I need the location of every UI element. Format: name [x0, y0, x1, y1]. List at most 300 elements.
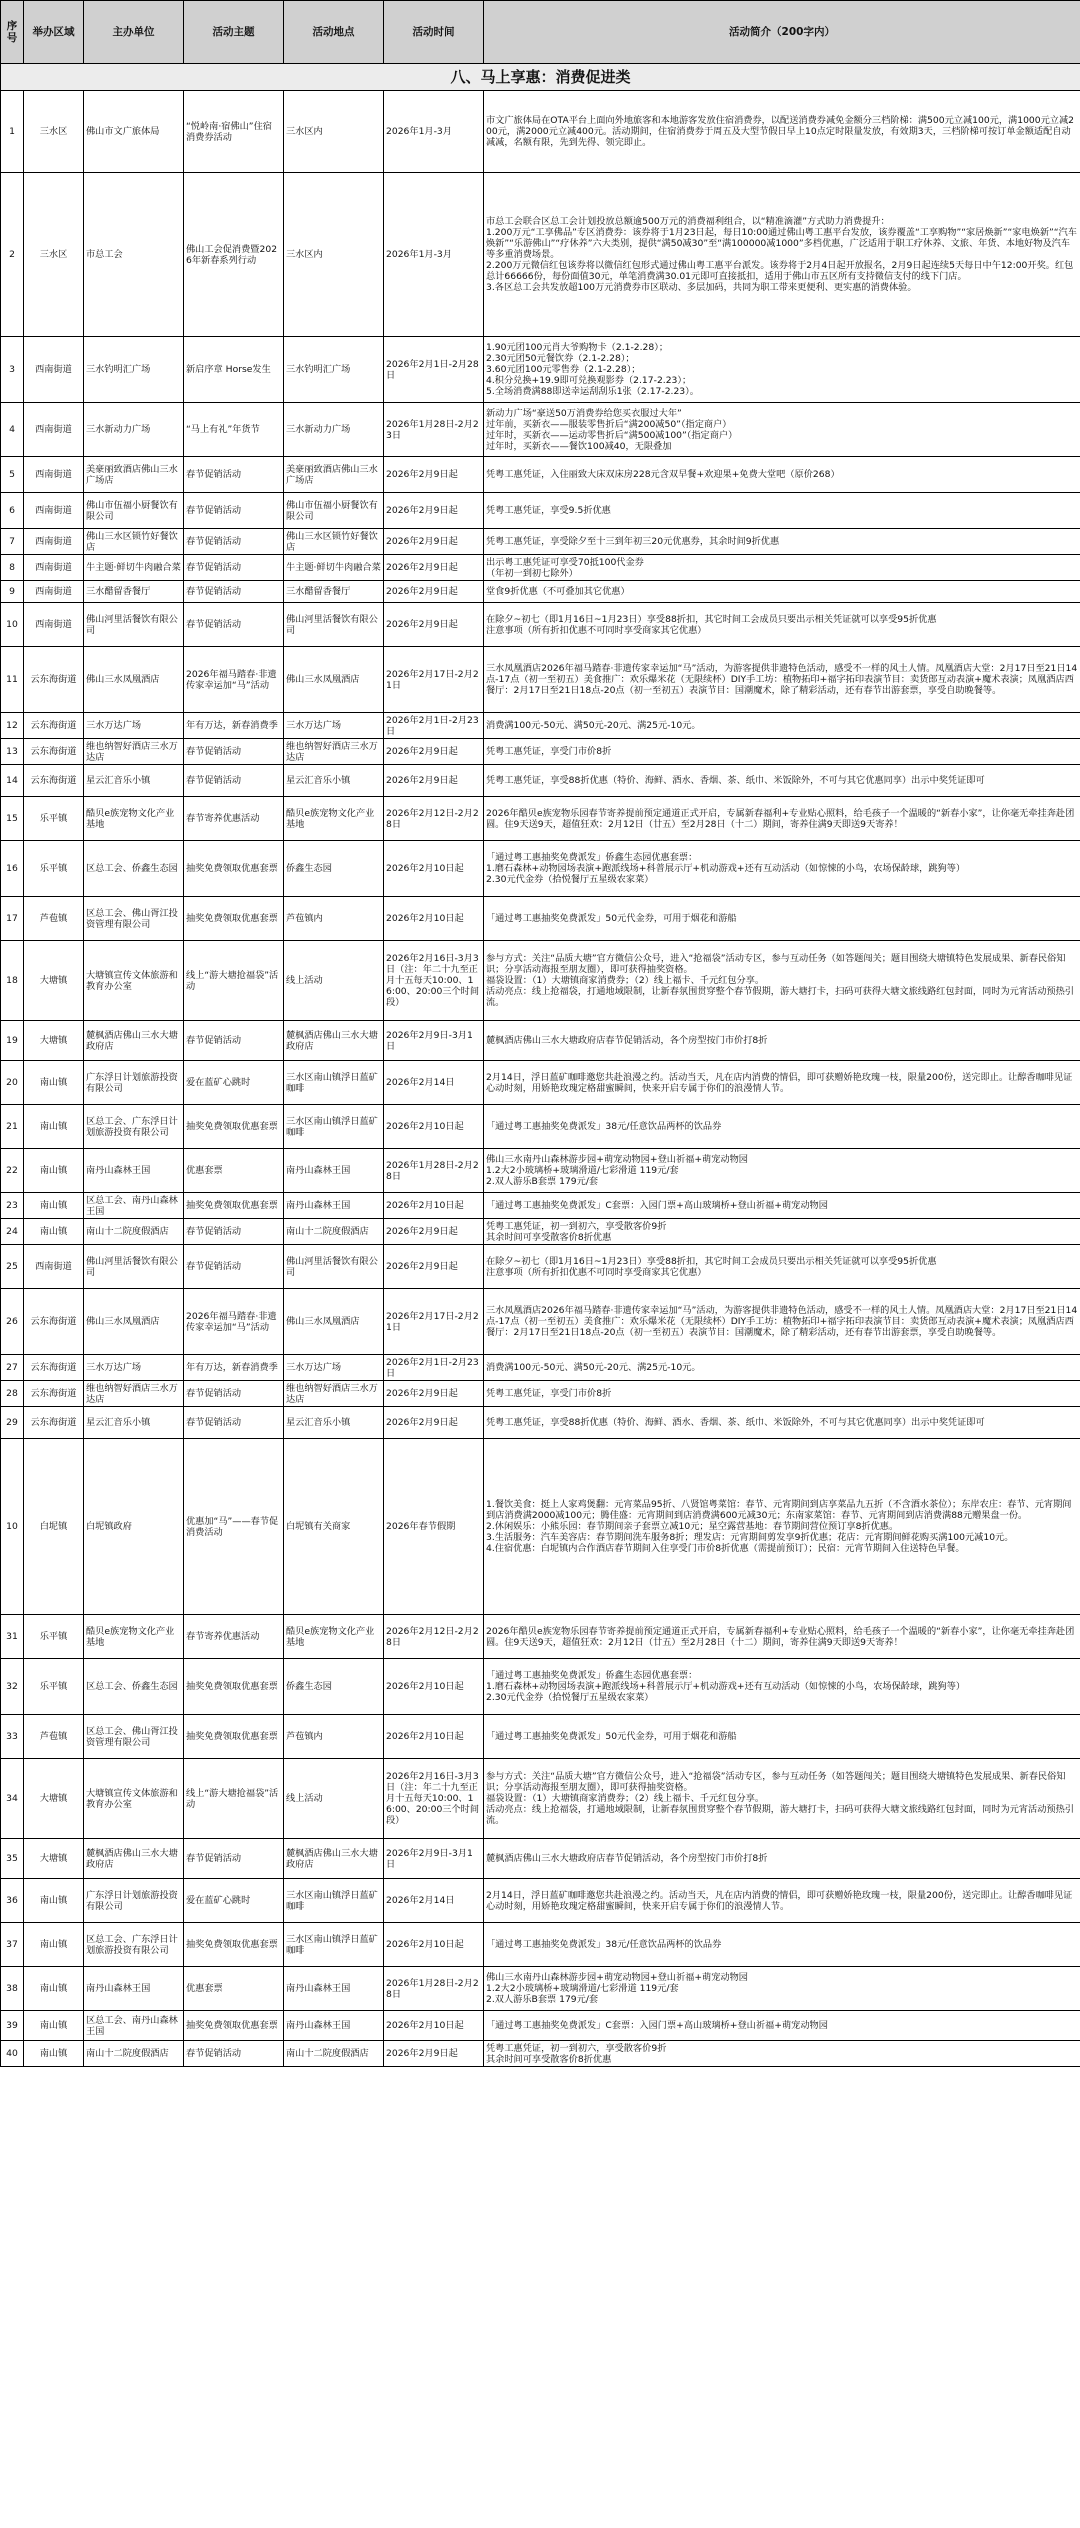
time-cell[interactable]: 2026年2月10日起	[384, 1715, 484, 1759]
place-cell[interactable]: 麓枫酒店佛山三水大塘政府店	[284, 1839, 384, 1879]
seq-cell[interactable]: 2	[1, 173, 24, 337]
host-cell[interactable]: 麓枫酒店佛山三水大塘政府店	[84, 1021, 184, 1061]
seq-cell[interactable]: 28	[1, 1381, 24, 1407]
desc-cell[interactable]: 凭粤工惠凭证，享受门市价8折	[484, 1381, 1080, 1407]
time-cell[interactable]: 2026年2月10日起	[384, 897, 484, 941]
place-cell[interactable]: 维也纳智好酒店三水万达店	[284, 739, 384, 765]
theme-cell[interactable]: 抽奖免费领取优惠套票	[184, 2011, 284, 2041]
place-cell[interactable]: 南丹山森林王国	[284, 1967, 384, 2011]
theme-cell[interactable]: 抽奖免费领取优惠套票	[184, 1923, 284, 1967]
time-cell[interactable]: 2026年2月10日起	[384, 1193, 484, 1219]
area-cell[interactable]: 芦苞镇	[24, 897, 84, 941]
time-cell[interactable]: 2026年2月9日起	[384, 1245, 484, 1289]
desc-cell[interactable]: 2026年酷贝e族宠物乐园春节寄养提前预定通道正式开启，专属新春福利+专业贴心照料，给毛孩子一个温暖的“新春小家”，让你毫无牵挂奔赴团圆。住9天送9天，超值狂欢：2月12日（廿五）至2月28日（十二）期间，寄养住满9天即送9天寄养！	[484, 1615, 1080, 1659]
theme-cell[interactable]: 春节促销活动	[184, 1219, 284, 1245]
host-cell[interactable]: 区总工会、侨鑫生态园	[84, 841, 184, 897]
theme-cell[interactable]: 春节促销活动	[184, 1021, 284, 1061]
time-cell[interactable]: 2026年2月16日-3月3日（注：年二十九至正月十五每天10:00、16:00、20:00三个时间段）	[384, 1759, 484, 1839]
header-cell[interactable]: 序号	[1, 1, 24, 64]
area-cell[interactable]: 西南街道	[24, 555, 84, 581]
area-cell[interactable]: 西南街道	[24, 457, 84, 493]
place-cell[interactable]: 佛山河里活餐饮有限公司	[284, 603, 384, 647]
area-cell[interactable]: 西南街道	[24, 493, 84, 529]
area-cell[interactable]: 大塘镇	[24, 1759, 84, 1839]
seq-cell[interactable]: 21	[1, 1105, 24, 1149]
theme-cell[interactable]: 春节寄养优惠活动	[184, 1615, 284, 1659]
host-cell[interactable]: 南山十二院度假酒店	[84, 1219, 184, 1245]
desc-cell[interactable]: 「通过粤工惠抽奖免费派发」侨鑫生态园优惠套票： 1.磨石森林+动物园场表演+跑派线场+科普展示厅+机动游戏+还有互动活动（如惊悚的小鸟，农场保龄球，跳狗等） 2.30元代金券（拾悦餐厅五星级农家菜）	[484, 1659, 1080, 1715]
theme-cell[interactable]: 线上“游大塘抢福袋”活动	[184, 1759, 284, 1839]
place-cell[interactable]: 芦苞镇内	[284, 1715, 384, 1759]
time-cell[interactable]: 2026年2月9日起	[384, 529, 484, 555]
seq-cell[interactable]: 8	[1, 555, 24, 581]
theme-cell[interactable]: 爱在蓝矿心跳时	[184, 1061, 284, 1105]
area-cell[interactable]: 云东海街道	[24, 713, 84, 739]
seq-cell[interactable]: 37	[1, 1923, 24, 1967]
host-cell[interactable]: 三水钓明汇广场	[84, 337, 184, 403]
time-cell[interactable]: 2026年2月9日起	[384, 2041, 484, 2067]
place-cell[interactable]: 佛山河里活餐饮有限公司	[284, 1245, 384, 1289]
time-cell[interactable]: 2026年2月9日起	[384, 603, 484, 647]
area-cell[interactable]: 云东海街道	[24, 1407, 84, 1439]
time-cell[interactable]: 2026年2月14日	[384, 1879, 484, 1923]
area-cell[interactable]: 南山镇	[24, 1193, 84, 1219]
theme-cell[interactable]: 新启序章 Horse发生	[184, 337, 284, 403]
place-cell[interactable]: 三水钓明汇广场	[284, 337, 384, 403]
table-row	[1, 1021, 1080, 1061]
host-cell[interactable]: 酷贝e族宠物文化产业基地	[84, 797, 184, 841]
desc-cell[interactable]: 佛山三水南丹山森林游步园+萌宠动物园+登山祈福+萌宠动物园 1.2大2小玻璃桥+玻璃滑道/七彩滑道 119元/套 2.双人游乐B套票 179元/套	[484, 1149, 1080, 1193]
area-cell[interactable]: 乐平镇	[24, 841, 84, 897]
host-cell[interactable]: 三水醋留香餐厅	[84, 581, 184, 603]
seq-cell[interactable]: 13	[1, 739, 24, 765]
seq-cell[interactable]: 5	[1, 457, 24, 493]
theme-cell[interactable]: “马上有礼”年货节	[184, 403, 284, 457]
host-cell[interactable]: 区总工会、侨鑫生态园	[84, 1659, 184, 1715]
place-cell[interactable]: 佛山市伍福小厨餐饮有限公司	[284, 493, 384, 529]
host-cell[interactable]: 大塘镇宣传文体旅游和教育办公室	[84, 941, 184, 1021]
host-cell[interactable]: 区总工会、佛山胥江投资管理有限公司	[84, 1715, 184, 1759]
header-cell[interactable]: 举办区域	[24, 1, 84, 64]
theme-cell[interactable]: 2026年福马踏春·非遗传家幸运加“马”活动	[184, 1289, 284, 1355]
desc-cell[interactable]: 三水凤凰酒店2026年福马踏春·非遗传家幸运加“马”活动，为游客提供非遗特色活动，感受不一样的风土人情。凤凰酒店大堂：2月17日至21日14点-17点（初一至初五）美食推广：欢乐爆米花（无限续杯）DIY手工坊：植物拓印+福字拓印表演节目：卖货郎互动表演+魔术表演；凤凰酒店西餐厅：2月17日至21日18点-20点（初一至初五）表演节目：国潮魔术，除了精彩活动，还有春节出游套票，享受自助晚餐等。	[484, 1289, 1080, 1355]
time-cell[interactable]: 2026年2月9日起	[384, 1381, 484, 1407]
host-cell[interactable]: 佛山河里活餐饮有限公司	[84, 1245, 184, 1289]
place-cell[interactable]: 佛山三水凤凰酒店	[284, 1289, 384, 1355]
host-cell[interactable]: 星云汇音乐小镇	[84, 1407, 184, 1439]
area-cell[interactable]: 云东海街道	[24, 647, 84, 713]
desc-cell[interactable]: 佛山三水南丹山森林游步园+萌宠动物园+登山祈福+萌宠动物园 1.2大2小玻璃桥+玻璃滑道/七彩滑道 119元/套 2.双人游乐B套票 179元/套	[484, 1967, 1080, 2011]
place-cell[interactable]: 三水醋留香餐厅	[284, 581, 384, 603]
theme-cell[interactable]: 春节促销活动	[184, 529, 284, 555]
theme-cell[interactable]: 抽奖免费领取优惠套票	[184, 1659, 284, 1715]
area-cell[interactable]: 乐平镇	[24, 1659, 84, 1715]
place-cell[interactable]: 星云汇音乐小镇	[284, 1407, 384, 1439]
area-cell[interactable]: 乐平镇	[24, 1615, 84, 1659]
place-cell[interactable]: 酷贝e族宠物文化产业基地	[284, 1615, 384, 1659]
seq-cell[interactable]: 38	[1, 1967, 24, 2011]
time-cell[interactable]: 2026年1月28日-2月23日	[384, 403, 484, 457]
area-cell[interactable]: 云东海街道	[24, 739, 84, 765]
table-row	[1, 941, 1080, 1021]
area-cell[interactable]: 西南街道	[24, 529, 84, 555]
desc-cell[interactable]: 凭粤工惠凭证，初一到初六，享受散客价9折 其余时间可享受散客价8折优惠	[484, 2041, 1080, 2067]
table-row	[1, 765, 1080, 797]
desc-cell[interactable]: 凭粤工惠凭证，入住丽致大床双床房228元含双早餐+欢迎果+免费大堂吧（原价268）	[484, 457, 1080, 493]
area-cell[interactable]: 云东海街道	[24, 1355, 84, 1381]
host-cell[interactable]: 麓枫酒店佛山三水大塘政府店	[84, 1839, 184, 1879]
time-cell[interactable]: 2026年2月10日起	[384, 1923, 484, 1967]
area-cell[interactable]: 西南街道	[24, 337, 84, 403]
place-cell[interactable]: 三水区内	[284, 91, 384, 173]
desc-cell[interactable]: 2月14日，浮日蓝矿咖啡邀您共赴浪漫之约。活动当天，凡在店内消费的情侣，即可获赠娇艳玫瑰一枝，限量200份，送完即止。让醇香咖啡见证心动时刻，用娇艳玫瑰定格甜蜜瞬间，快来开启专属于你们的浪漫情人节。	[484, 1879, 1080, 1923]
place-cell[interactable]: 三水新动力广场	[284, 403, 384, 457]
place-cell[interactable]: 麓枫酒店佛山三水大塘政府店	[284, 1021, 384, 1061]
table-row	[1, 581, 1080, 603]
desc-cell[interactable]: 凭粤工惠凭证，享受88折优惠（特价、海鲜、酒水、香烟、茶、纸巾、米饭除外，不可与其它优惠同享）出示中奖凭证即可	[484, 1407, 1080, 1439]
place-cell[interactable]: 三水区内	[284, 173, 384, 337]
time-cell[interactable]: 2026年1月-3月	[384, 91, 484, 173]
desc-cell[interactable]: 1.90元团100元肖大爷购物卡（2.1-2.28）； 2.30元团50元餐饮券（2.1-2.28）； 3.60元团100元零售券（2.1-2.28）； 4.积分兑换+19.9即可兑换观影券（2.17-2.23）； 5.全场消费满88即送幸运刮刮乐1张（2.17-2.23）。	[484, 337, 1080, 403]
area-cell[interactable]: 南山镇	[24, 1923, 84, 1967]
area-cell[interactable]: 三水区	[24, 173, 84, 337]
place-cell[interactable]: 三水万达广场	[284, 713, 384, 739]
seq-cell[interactable]: 40	[1, 2041, 24, 2067]
host-cell[interactable]: 佛山市伍福小厨餐饮有限公司	[84, 493, 184, 529]
area-cell[interactable]: 云东海街道	[24, 1289, 84, 1355]
time-cell[interactable]: 2026年2月10日起	[384, 1659, 484, 1715]
host-cell[interactable]: 区总工会、广东浮日计划旅游投资有限公司	[84, 1105, 184, 1149]
time-cell[interactable]: 2026年1月28日-2月28日	[384, 1149, 484, 1193]
seq-cell[interactable]: 9	[1, 581, 24, 603]
theme-cell[interactable]: 春节促销活动	[184, 581, 284, 603]
desc-cell[interactable]: 市总工会联合区总工会计划投放总额逾500万元的消费福利组合，以“精准滴灌”方式助力消费提升： 1.200万元“工享佛品”专区消费券：该券将于1月23日起，每日10:00通过佛山粤工惠平台发放，该券覆盖“工享购物”“家居焕新”“家电焕新”“汽车焕新”“乐游佛山”“疗休养”六大类别，提供“满50减30”至“满100000减1000”多档优惠，广泛适用于职工疗休养、文旅、年货、本地好物及汽车等多重消费场景。 2.200万元微信红包该券将以微信红包形式通过佛山粤工惠平台派发。该券将于2月4日起开放报名，2月9日起连续5天每日中午12:00开奖。红包总计66666份，每份面值30元，单笔消费满30.01元即可直接抵扣，适用于佛山市五区所有支持微信支付的线下门店。 3.各区总工会共发放超100万元消费券市区联动、多层加码，共同为职工带来更便利、更实惠的消费体验。	[484, 173, 1080, 337]
seq-cell[interactable]: 31	[1, 1615, 24, 1659]
place-cell[interactable]: 南丹山森林王国	[284, 1193, 384, 1219]
seq-cell[interactable]: 27	[1, 1355, 24, 1381]
host-cell[interactable]: 佛山河里活餐饮有限公司	[84, 603, 184, 647]
desc-cell[interactable]: 消费满100元-50元、满50元-20元、满25元-10元。	[484, 1355, 1080, 1381]
theme-cell[interactable]: 抽奖免费领取优惠套票	[184, 1715, 284, 1759]
seq-cell[interactable]: 10	[1, 603, 24, 647]
desc-cell[interactable]: 1.餐饮美食：挺上人家鸡煲翻：元宵菜品95折、八贤馆粤菜馆：春节、元宵期间到店享菜品九五折（不含酒水茶位）；东岸农庄：春节、元宵期间到店消费满2000减100元；腾佳盛：元宵期间到店消费满600元减30元；东南家菜馆：春节、元宵期间到店消费满88元赠果盘一份。 2.休闲娱乐：小熊乐园：春节期间亲子套票立减10元；星空露营基地：春节期间营位预订享8折优惠。 3.生活服务：汽车美容店：春节期间洗车服务8折；理发店：元宵期间剪发享9折优惠；花店：元宵期间鲜花购买满100元减10元。 4.住宿优惠：白坭镇内合作酒店春节期间入住享受门市价8折优惠（需提前预订）；民宿：元宵节期间入住送特色早餐。	[484, 1439, 1080, 1615]
desc-cell[interactable]: 出示粤工惠凭证可享受70抵100代金券 （年初一到初七除外）	[484, 555, 1080, 581]
place-cell[interactable]: 美豪丽致酒店佛山三水广场店	[284, 457, 384, 493]
area-cell[interactable]: 云东海街道	[24, 1381, 84, 1407]
host-cell[interactable]: 白坭镇政府	[84, 1439, 184, 1615]
theme-cell[interactable]: 春节促销活动	[184, 1407, 284, 1439]
desc-cell[interactable]: 凭粤工惠凭证，享受88折优惠（特价、海鲜、酒水、香烟、茶、纸巾、米饭除外，不可与其它优惠同享）出示中奖凭证即可	[484, 765, 1080, 797]
desc-cell[interactable]: 在除夕~初七（即1月16日~1月23日）享受88折扣，其它时间工会成员只要出示相关凭证就可以享受95折优惠 注意事项（所有折扣优惠不可同时享受商家其它优惠）	[484, 1245, 1080, 1289]
seq-cell[interactable]: 35	[1, 1839, 24, 1879]
time-cell[interactable]: 2026年2月9日-3月1日	[384, 1021, 484, 1061]
theme-cell[interactable]: 春节促销活动	[184, 2041, 284, 2067]
seq-cell[interactable]: 7	[1, 529, 24, 555]
section-title[interactable]: 八、马上享惠：消费促进类	[1, 64, 1080, 91]
area-cell[interactable]: 南山镇	[24, 1149, 84, 1193]
seq-cell[interactable]: 12	[1, 713, 24, 739]
place-cell[interactable]: 三水区南山镇浮日蓝矿咖啡	[284, 1879, 384, 1923]
time-cell[interactable]: 2026年2月1日-2月23日	[384, 713, 484, 739]
seq-cell[interactable]: 39	[1, 2011, 24, 2041]
time-cell[interactable]: 2026年2月17日-2月21日	[384, 1289, 484, 1355]
desc-cell[interactable]: 凭粤工惠凭证，享受除夕至十三到年初三20元优惠券，其余时间9折优惠	[484, 529, 1080, 555]
time-cell[interactable]: 2026年2月12日-2月28日	[384, 797, 484, 841]
area-cell[interactable]: 白坭镇	[24, 1439, 84, 1615]
area-cell[interactable]: 西南街道	[24, 403, 84, 457]
table-row	[1, 603, 1080, 647]
theme-cell[interactable]: 春节促销活动	[184, 1245, 284, 1289]
host-cell[interactable]: 区总工会、南丹山森林王国	[84, 1193, 184, 1219]
desc-cell[interactable]: 堂食9折优惠（不可叠加其它优惠）	[484, 581, 1080, 603]
time-cell[interactable]: 2026年2月10日起	[384, 841, 484, 897]
host-cell[interactable]: 酷贝e族宠物文化产业基地	[84, 1615, 184, 1659]
header-cell[interactable]: 活动地点	[284, 1, 384, 64]
desc-cell[interactable]: 三水凤凰酒店2026年福马踏春·非遗传家幸运加“马”活动，为游客提供非遗特色活动，感受不一样的风土人情。凤凰酒店大堂：2月17日至21日14点-17点（初一至初五）美食推广：欢乐爆米花（无限续杯）DIY手工坊：植物拓印+福字拓印表演节目：卖货郎互动表演+魔术表演；凤凰酒店西餐厅：2月17日至21日18点-20点（初一至初五）表演节目：国潮魔术，除了精彩活动，还有春节出游套票，享受自助晚餐等。	[484, 647, 1080, 713]
place-cell[interactable]: 三水万达广场	[284, 1355, 384, 1381]
host-cell[interactable]: 维也纳智好酒店三水万达店	[84, 739, 184, 765]
seq-cell[interactable]: 34	[1, 1759, 24, 1839]
desc-cell[interactable]: 市文广旅体局在OTA平台上面向外地旅客和本地游客发放住宿消费券，以配送消费券减免金额分三档阶梯：满500元立减100元，满1000元立减200元，满2000元立减400元。活动期间，住宿消费券于周五及大型节假日早上10点定时限量发放，有效期3天，三档阶梯可按订单金额适配自动减减，名额有限，先到先得、领完即止。	[484, 91, 1080, 173]
host-cell[interactable]: 南丹山森林王国	[84, 1967, 184, 2011]
desc-cell[interactable]: 「通过粤工惠抽奖免费派发」38元/任意饮品两杯的饮品券	[484, 1105, 1080, 1149]
desc-cell[interactable]: 「通过粤工惠抽奖免费派发」38元/任意饮品两杯的饮品券	[484, 1923, 1080, 1967]
desc-cell[interactable]: 「通过粤工惠抽奖免费派发」50元代金券，可用于烟花和游船	[484, 1715, 1080, 1759]
seq-cell[interactable]: 23	[1, 1193, 24, 1219]
host-cell[interactable]: 佛山三水区锁竹好餐饮店	[84, 529, 184, 555]
area-cell[interactable]: 三水区	[24, 91, 84, 173]
theme-cell[interactable]: 春节促销活动	[184, 493, 284, 529]
time-cell[interactable]: 2026年2月1日-2月28日	[384, 337, 484, 403]
desc-cell[interactable]: 在除夕~初七（即1月16日~1月23日）享受88折扣，其它时间工会成员只要出示相关凭证就可以享受95折优惠 注意事项（所有折扣优惠不可同时享受商家其它优惠）	[484, 603, 1080, 647]
table-row	[1, 1879, 1080, 1923]
area-cell[interactable]: 芦苞镇	[24, 1715, 84, 1759]
desc-cell[interactable]: 消费满100元-50元、满50元-20元、满25元-10元。	[484, 713, 1080, 739]
seq-cell[interactable]: 18	[1, 941, 24, 1021]
place-cell[interactable]: 线上活动	[284, 941, 384, 1021]
time-cell[interactable]: 2026年2月9日起	[384, 581, 484, 603]
area-cell[interactable]: 南山镇	[24, 1105, 84, 1149]
area-cell[interactable]: 西南街道	[24, 603, 84, 647]
theme-cell[interactable]: “悦岭南·宿佛山”住宿消费券活动	[184, 91, 284, 173]
host-cell[interactable]: 三水万达广场	[84, 1355, 184, 1381]
place-cell[interactable]: 酷贝e族宠物文化产业基地	[284, 797, 384, 841]
area-cell[interactable]: 南山镇	[24, 1879, 84, 1923]
desc-cell[interactable]: 麓枫酒店佛山三水大塘政府店春节促销活动，各个房型按门市价打8折	[484, 1839, 1080, 1879]
seq-cell[interactable]: 10	[1, 1439, 24, 1615]
host-cell[interactable]: 佛山三水凤凰酒店	[84, 647, 184, 713]
place-cell[interactable]: 星云汇音乐小镇	[284, 765, 384, 797]
time-cell[interactable]: 2026年2月9日起	[384, 1219, 484, 1245]
theme-cell[interactable]: 爱在蓝矿心跳时	[184, 1879, 284, 1923]
seq-cell[interactable]: 25	[1, 1245, 24, 1289]
time-cell[interactable]: 2026年2月16日-3月3日（注：年二十九至正月十五每天10:00、16:00、20:00三个时间段）	[384, 941, 484, 1021]
area-cell[interactable]: 大塘镇	[24, 941, 84, 1021]
theme-cell[interactable]: 优惠加“马”——春节促消费活动	[184, 1439, 284, 1615]
theme-cell[interactable]: 抽奖免费领取优惠套票	[184, 841, 284, 897]
desc-cell[interactable]: 凭粤工惠凭证，享受门市价8折	[484, 739, 1080, 765]
theme-cell[interactable]: 抽奖免费领取优惠套票	[184, 1193, 284, 1219]
time-cell[interactable]: 2026年2月14日	[384, 1061, 484, 1105]
seq-cell[interactable]: 20	[1, 1061, 24, 1105]
table-row	[1, 841, 1080, 897]
seq-cell[interactable]: 17	[1, 897, 24, 941]
area-cell[interactable]: 大塘镇	[24, 1839, 84, 1879]
host-cell[interactable]: 市总工会	[84, 173, 184, 337]
place-cell[interactable]: 三水区南山镇浮日蓝矿咖啡	[284, 1061, 384, 1105]
theme-cell[interactable]: 抽奖免费领取优惠套票	[184, 897, 284, 941]
seq-cell[interactable]: 14	[1, 765, 24, 797]
time-cell[interactable]: 2026年2月12日-2月28日	[384, 1615, 484, 1659]
header-cell[interactable]: 活动主题	[184, 1, 284, 64]
time-cell[interactable]: 2026年2月17日-2月21日	[384, 647, 484, 713]
theme-cell[interactable]: 春节促销活动	[184, 1381, 284, 1407]
area-cell[interactable]: 南山镇	[24, 1219, 84, 1245]
time-cell[interactable]: 2026年2月9日起	[384, 739, 484, 765]
place-cell[interactable]: 维也纳智好酒店三水万达店	[284, 1381, 384, 1407]
time-cell[interactable]: 2026年2月9日起	[384, 555, 484, 581]
host-cell[interactable]: 南丹山森林王国	[84, 1149, 184, 1193]
place-cell[interactable]: 三水区南山镇浮日蓝矿咖啡	[284, 1923, 384, 1967]
header-cell[interactable]: 活动简介（200字内）	[484, 1, 1080, 64]
seq-cell[interactable]: 29	[1, 1407, 24, 1439]
desc-cell[interactable]: 「通过粤工惠抽奖免费派发」侨鑫生态园优惠套票： 1.磨石森林+动物园场表演+跑派线场+科普展示厅+机动游戏+还有互动活动（如惊悚的小鸟，农场保龄球，跳狗等） 2.30元代金券（拾悦餐厅五星级农家菜）	[484, 841, 1080, 897]
desc-cell[interactable]: 参与方式：关注“品质大塘”官方微信公众号，进入“抢福袋”活动专区，参与互动任务（如答题闯关；题目围绕大塘镇特色发展成果、新春民俗知识；分享活动海报至朋友圈），即可获得抽奖资格。 福袋设置：（1）大塘镇商家消费券；（2）线上福卡、千元红包分享。 活动亮点：线上抢福袋，打通地域限制，让新春氛围贯穿整个春节假期，游大塘打卡，扫码可获得大塘文旅线路红包封面，同时为元宵活动预热引流。	[484, 1759, 1080, 1839]
area-cell[interactable]: 南山镇	[24, 2011, 84, 2041]
desc-cell[interactable]: 凭粤工惠凭证，享受9.5折优惠	[484, 493, 1080, 529]
time-cell[interactable]: 2026年春节假期	[384, 1439, 484, 1615]
header-cell[interactable]: 活动时间	[384, 1, 484, 64]
place-cell[interactable]: 南丹山森林王国	[284, 2011, 384, 2041]
theme-cell[interactable]: 春节促销活动	[184, 603, 284, 647]
host-cell[interactable]: 三水万达广场	[84, 713, 184, 739]
area-cell[interactable]: 南山镇	[24, 1967, 84, 2011]
seq-cell[interactable]: 33	[1, 1715, 24, 1759]
host-cell[interactable]: 区总工会、佛山胥江投资管理有限公司	[84, 897, 184, 941]
host-cell[interactable]: 区总工会、广东浮日计划旅游投资有限公司	[84, 1923, 184, 1967]
theme-cell[interactable]: 春节促销活动	[184, 1839, 284, 1879]
desc-cell[interactable]: 新动力广场“豪送50万消费券给您买衣服过大年” 过年前，买新衣——服装零售折后“满200减50”（指定商户） 过年时，买新衣——运动零售折后“满500减100”（指定商户） 过年时，买新衣——餐饮100减40，无限叠加	[484, 403, 1080, 457]
header-cell[interactable]: 主办单位	[84, 1, 184, 64]
seq-cell[interactable]: 6	[1, 493, 24, 529]
theme-cell[interactable]: 年有万达，新春消费季	[184, 1355, 284, 1381]
area-cell[interactable]: 乐平镇	[24, 797, 84, 841]
place-cell[interactable]: 佛山三水凤凰酒店	[284, 647, 384, 713]
time-cell[interactable]: 2026年2月1日-2月23日	[384, 1355, 484, 1381]
time-cell[interactable]: 2026年2月9日起	[384, 1407, 484, 1439]
area-cell[interactable]: 大塘镇	[24, 1021, 84, 1061]
host-cell[interactable]: 三水新动力广场	[84, 403, 184, 457]
seq-cell[interactable]: 22	[1, 1149, 24, 1193]
place-cell[interactable]: 侨鑫生态园	[284, 1659, 384, 1715]
desc-cell[interactable]: 「通过粤工惠抽奖免费派发」50元代金券，可用于烟花和游船	[484, 897, 1080, 941]
place-cell[interactable]: 白坭镇有关商家	[284, 1439, 384, 1615]
host-cell[interactable]: 维也纳智好酒店三水万达店	[84, 1381, 184, 1407]
seq-cell[interactable]: 24	[1, 1219, 24, 1245]
time-cell[interactable]: 2026年2月9日起	[384, 493, 484, 529]
seq-cell[interactable]: 1	[1, 91, 24, 173]
desc-cell[interactable]: 麓枫酒店佛山三水大塘政府店春节促销活动，各个房型按门市价打8折	[484, 1021, 1080, 1061]
area-cell[interactable]: 西南街道	[24, 1245, 84, 1289]
area-cell[interactable]: 西南街道	[24, 581, 84, 603]
theme-cell[interactable]: 春节寄养优惠活动	[184, 797, 284, 841]
desc-cell[interactable]: 「通过粤工惠抽奖免费派发」C套票：入园门票+高山玻璃桥+登山祈福+萌宠动物园	[484, 1193, 1080, 1219]
seq-cell[interactable]: 15	[1, 797, 24, 841]
host-cell[interactable]: 广东浮日计划旅游投资有限公司	[84, 1879, 184, 1923]
theme-cell[interactable]: 年有万达，新春消费季	[184, 713, 284, 739]
seq-cell[interactable]: 16	[1, 841, 24, 897]
host-cell[interactable]: 牛主题·鲜切牛肉融合菜	[84, 555, 184, 581]
area-cell[interactable]: 云东海街道	[24, 765, 84, 797]
desc-cell[interactable]: 2026年酷贝e族宠物乐园春节寄养提前预定通道正式开启，专属新春福利+专业贴心照料，给毛孩子一个温暖的“新春小家”，让你毫无牵挂奔赴团圆。住9天送9天，超值狂欢：2月12日（廿五）至2月28日（十二）期间，寄养住满9天即送9天寄养！	[484, 797, 1080, 841]
seq-cell[interactable]: 26	[1, 1289, 24, 1355]
place-cell[interactable]: 牛主题·鲜切牛肉融合菜	[284, 555, 384, 581]
time-cell[interactable]: 2026年2月10日起	[384, 1105, 484, 1149]
place-cell[interactable]: 侨鑫生态园	[284, 841, 384, 897]
place-cell[interactable]: 南山十二院度假酒店	[284, 2041, 384, 2067]
time-cell[interactable]: 2026年2月9日-3月1日	[384, 1839, 484, 1879]
seq-cell[interactable]: 19	[1, 1021, 24, 1061]
table-row	[1, 1289, 1080, 1355]
place-cell[interactable]: 三水区南山镇浮日蓝矿咖啡	[284, 1105, 384, 1149]
host-cell[interactable]: 南山十二院度假酒店	[84, 2041, 184, 2067]
desc-cell[interactable]: 参与方式：关注“品质大塘”官方微信公众号，进入“抢福袋”活动专区，参与互动任务（如答题闯关；题目围绕大塘镇特色发展成果、新春民俗知识；分享活动海报至朋友圈），即可获得抽奖资格。 福袋设置：（1）大塘镇商家消费券；（2）线上福卡、千元红包分享。 活动亮点：线上抢福袋，打通地域限制，让新春氛围贯穿整个春节假期，游大塘打卡，扫码可获得大塘文旅线路红包封面，同时为元宵活动预热引流。	[484, 941, 1080, 1021]
theme-cell[interactable]: 优惠套票	[184, 1149, 284, 1193]
theme-cell[interactable]: 春节促销活动	[184, 765, 284, 797]
host-cell[interactable]: 佛山市文广旅体局	[84, 91, 184, 173]
area-cell[interactable]: 南山镇	[24, 2041, 84, 2067]
place-cell[interactable]: 南山十二院度假酒店	[284, 1219, 384, 1245]
place-cell[interactable]: 佛山三水区锁竹好餐饮店	[284, 529, 384, 555]
host-cell[interactable]: 广东浮日计划旅游投资有限公司	[84, 1061, 184, 1105]
theme-cell[interactable]: 春节促销活动	[184, 555, 284, 581]
place-cell[interactable]: 芦苞镇内	[284, 897, 384, 941]
seq-cell[interactable]: 32	[1, 1659, 24, 1715]
time-cell[interactable]: 2026年2月10日起	[384, 2011, 484, 2041]
time-cell[interactable]: 2026年2月9日起	[384, 457, 484, 493]
table-row	[1, 713, 1080, 739]
place-cell[interactable]: 南丹山森林王国	[284, 1149, 384, 1193]
desc-cell[interactable]: 凭粤工惠凭证，初一到初六，享受散客价9折 其余时间可享受散客价8折优惠	[484, 1219, 1080, 1245]
area-cell[interactable]: 南山镇	[24, 1061, 84, 1105]
table-row	[1, 1193, 1080, 1219]
theme-cell[interactable]: 线上“游大塘抢福袋”活动	[184, 941, 284, 1021]
theme-cell[interactable]: 优惠套票	[184, 1967, 284, 2011]
seq-cell[interactable]: 11	[1, 647, 24, 713]
host-cell[interactable]: 佛山三水凤凰酒店	[84, 1289, 184, 1355]
seq-cell[interactable]: 4	[1, 403, 24, 457]
desc-cell[interactable]: 「通过粤工惠抽奖免费派发」C套票：入园门票+高山玻璃桥+登山祈福+萌宠动物园	[484, 2011, 1080, 2041]
theme-cell[interactable]: 佛山工会促消费暨2026年新春系列行动	[184, 173, 284, 337]
time-cell[interactable]: 2026年1月28日-2月28日	[384, 1967, 484, 2011]
desc-cell[interactable]: 2月14日，浮日蓝矿咖啡邀您共赴浪漫之约。活动当天，凡在店内消费的情侣，即可获赠娇艳玫瑰一枝，限量200份，送完即止。让醇香咖啡见证心动时刻，用娇艳玫瑰定格甜蜜瞬间，快来开启专属于你们的浪漫情人节。	[484, 1061, 1080, 1105]
time-cell[interactable]: 2026年1月-3月	[384, 173, 484, 337]
seq-cell[interactable]: 3	[1, 337, 24, 403]
table-row	[1, 529, 1080, 555]
table-row	[1, 897, 1080, 941]
host-cell[interactable]: 星云汇音乐小镇	[84, 765, 184, 797]
place-cell[interactable]: 线上活动	[284, 1759, 384, 1839]
theme-cell[interactable]: 抽奖免费领取优惠套票	[184, 1105, 284, 1149]
seq-cell[interactable]: 36	[1, 1879, 24, 1923]
host-cell[interactable]: 区总工会、南丹山森林王国	[84, 2011, 184, 2041]
time-cell[interactable]: 2026年2月9日起	[384, 765, 484, 797]
theme-cell[interactable]: 春节促销活动	[184, 739, 284, 765]
theme-cell[interactable]: 春节促销活动	[184, 457, 284, 493]
host-cell[interactable]: 大塘镇宣传文体旅游和教育办公室	[84, 1759, 184, 1839]
host-cell[interactable]: 美豪丽致酒店佛山三水广场店	[84, 457, 184, 493]
theme-cell[interactable]: 2026年福马踏春·非遗传家幸运加“马”活动	[184, 647, 284, 713]
